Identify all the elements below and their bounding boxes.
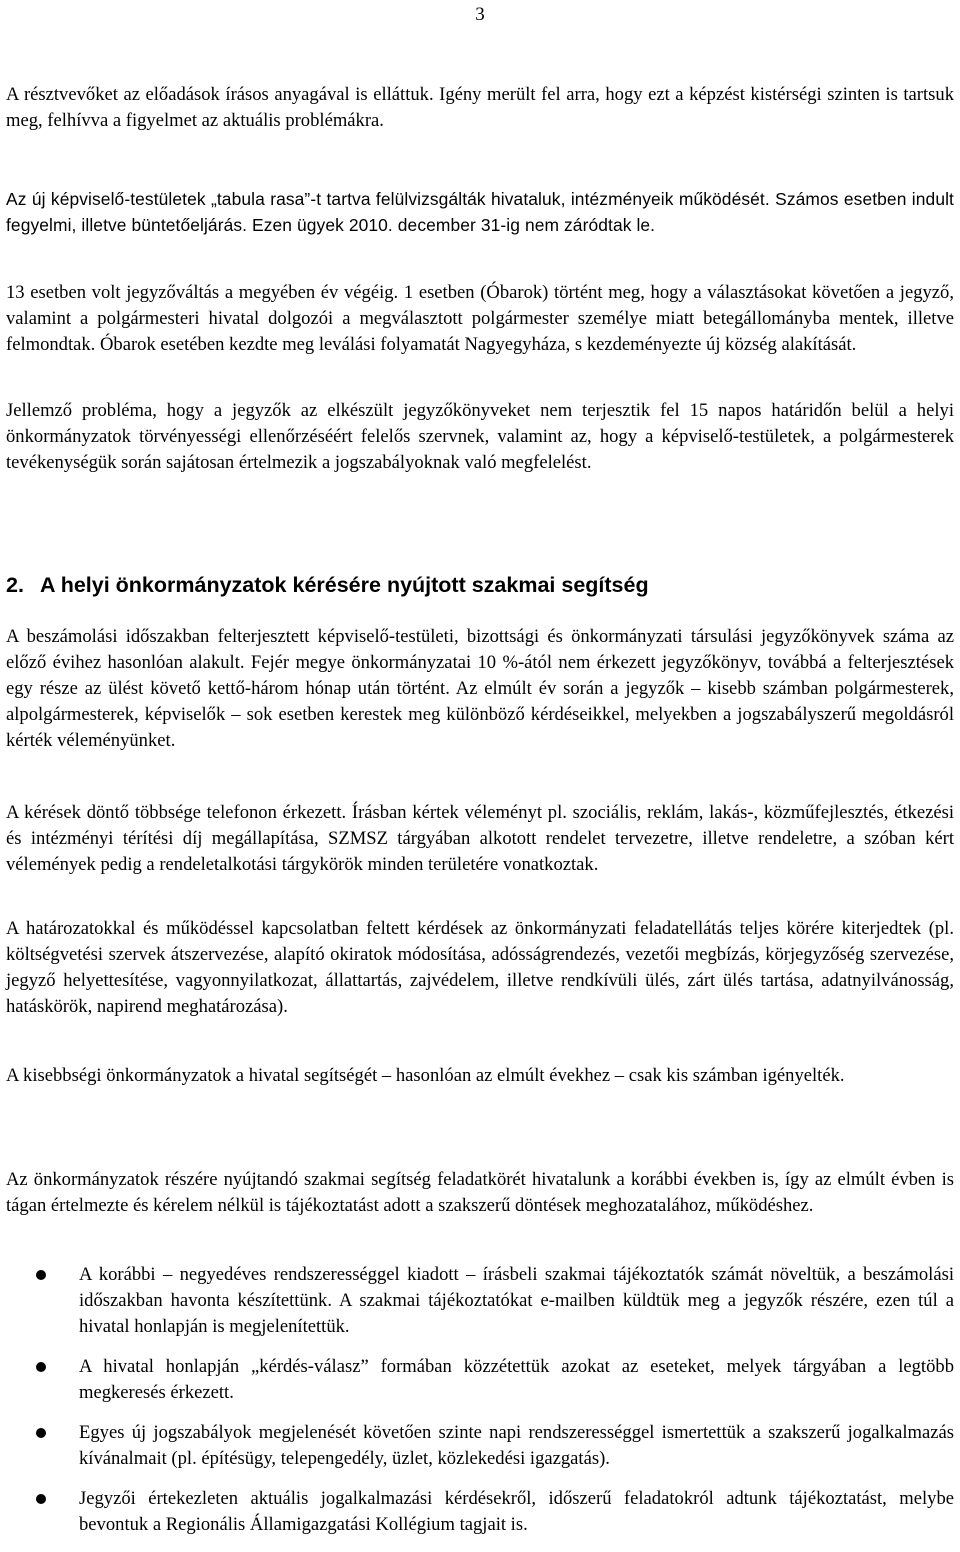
list-item <box>6 1354 954 1406</box>
list-item <box>6 1420 954 1472</box>
list-item-text: Egyes új jogszabályok megjelenését követően szinte napi rendszerességgel ismertettük a szakszerű jogalkalmazás kívánalmait (pl. építésügy, telepengedély, üzlet, közlekedési igazgatás). <box>79 1422 954 1469</box>
list-item <box>6 1486 954 1538</box>
paragraph-requests: A kérések döntő többsége telefonon érkezett. Írásban kértek véleményt pl. szociális, reklám, lakás-, közműfejlesztés, étkezési és intézményi térítési díj megállapítása, SZMSZ tárgyában alkotott rendelet tervezetre, illetve rendeletre, a szóban kért vélemények pedig a rendeletalkotási tárgykörök minden területére vonatkoztak. <box>6 802 954 875</box>
list-item-text: Jegyzői értekezleten aktuális jogalkalmazási kérdésekről, időszerű feladatokról adtunk tájékoztatást, melybe bevontuk a Regionális Államigazgatási Kollégium tagjait is. <box>79 1488 954 1535</box>
paragraph-reporting-period: A beszámolási időszakban felterjesztett képviselő-testületi, bizottsági és önkormányzati társulási jegyzőkönyvek száma az előző évihez hasonlóan alakult. Fejér megye önkormányzatai 10 %-ától nem érkezett jegyzőkönyv, továbbá a felterjesztések egy része az ülést követő kettő-három hónap után történt. Az elmúlt év során a jegyzők – kisebb számban polgármesterek, alpolgármesterek, képviselők – sok esetben kerestek meg különböző kérdéseikkel, melyekben a jogszabályszerű megoldásról kérték véleményünket. <box>6 626 954 751</box>
list-item-text: A korábbi – negyedéves rendszerességgel kiadott – írásbeli szakmai tájékoztatók számát növeltük, a beszámolási időszakban havonta készítettünk. A szakmai tájékoztatókat e-mailben küldtük meg a jegyzők részére, ezen túl a hivatal honlapján is megjelenítettük. <box>79 1264 954 1337</box>
bullet-icon <box>36 1428 46 1438</box>
bullet-icon <box>36 1270 46 1280</box>
paragraph-typical-problem: Jellemző probléma, hogy a jegyzők az elkészült jegyzőkönyveket nem terjesztik fel 15 napos határidőn belül a helyi önkormányzatok törvényességi ellenőrzéséért felelős szervnek, valamint az, hogy a képviselő-testületek, a polgármesterek tevékenységük során sajátosan értelmezik a jogszabályoknak való megfelelést. <box>6 400 954 473</box>
paragraph-new-councils: Az új képviselő-testületek „tabula rasa”-t tartva felülvizsgálták hivataluk, intézményeik működését. Számos esetben indult fegyelmi, illetve büntetőeljárás. Ezen ügyek 2010. december 31-ig nem záródtak le. <box>6 189 954 235</box>
paragraph-professional-help: Az önkormányzatok részére nyújtandó szakmai segítség feladatkörét hivatalunk a korábbi években is, így az elmúlt évben is tágan értelmezte és kérelem nélkül is tájékoztatást adott a szakszerű döntések meghozatalához, működéshez. <box>6 1169 954 1216</box>
paragraph-decisions: A határozatokkal és működéssel kapcsolatban feltett kérdések az önkormányzati feladatellátás teljes körére kiterjedtek (pl. költségvetési szervek átszervezése, alapító okiratok módosítása, adósságrendezés, vezetői megbízás, körjegyzőség szervezése, jegyző helyettesítése, vagyonnyilatkozat, állattartás, zajvédelem, illetve rendkívüli ülés, zárt ülés tartása, adatnyilvánosság, hatáskörök, napirend meghatározása). <box>6 918 954 1017</box>
list-item <box>6 1262 954 1340</box>
page-number: 3 <box>475 4 485 25</box>
section-heading <box>6 571 954 599</box>
section-number: 2. <box>6 573 24 597</box>
bullet-list <box>6 1262 954 1552</box>
paragraph-notary-changes: 13 esetben volt jegyzőváltás a megyében év végéig. 1 esetben (Óbarok) történt meg, hogy a választásokat követően a jegyző, valamint a polgármesteri hivatal dolgozói a megválasztott polgármester személye miatt betegállományba mentek, illetve felmondtak. Óbarok esetében kezdte meg leválási folyamatát Nagyegyháza, s kezdeményezte új község alakítását. <box>6 282 954 355</box>
bullet-icon <box>36 1494 46 1504</box>
paragraph-participants: A résztvevőket az előadások írásos anyagával is elláttuk. Igény merült fel arra, hogy ezt a képzést kistérségi szinten is tartsuk meg, felhívva a figyelmet az aktuális problémákra. <box>6 84 954 131</box>
section-title: A helyi önkormányzatok kérésére nyújtott szakmai segítség <box>40 573 649 597</box>
bullet-icon <box>36 1362 46 1372</box>
list-item-text: A hivatal honlapján „kérdés-válasz” formában közzétettük azokat az eseteket, melyek tárgyában a legtöbb megkeresés érkezett. <box>79 1356 954 1403</box>
paragraph-minority-councils: A kisebbségi önkormányzatok a hivatal segítségét – hasonlóan az elmúlt évekhez – csak kis számban igényelték. <box>6 1065 845 1086</box>
